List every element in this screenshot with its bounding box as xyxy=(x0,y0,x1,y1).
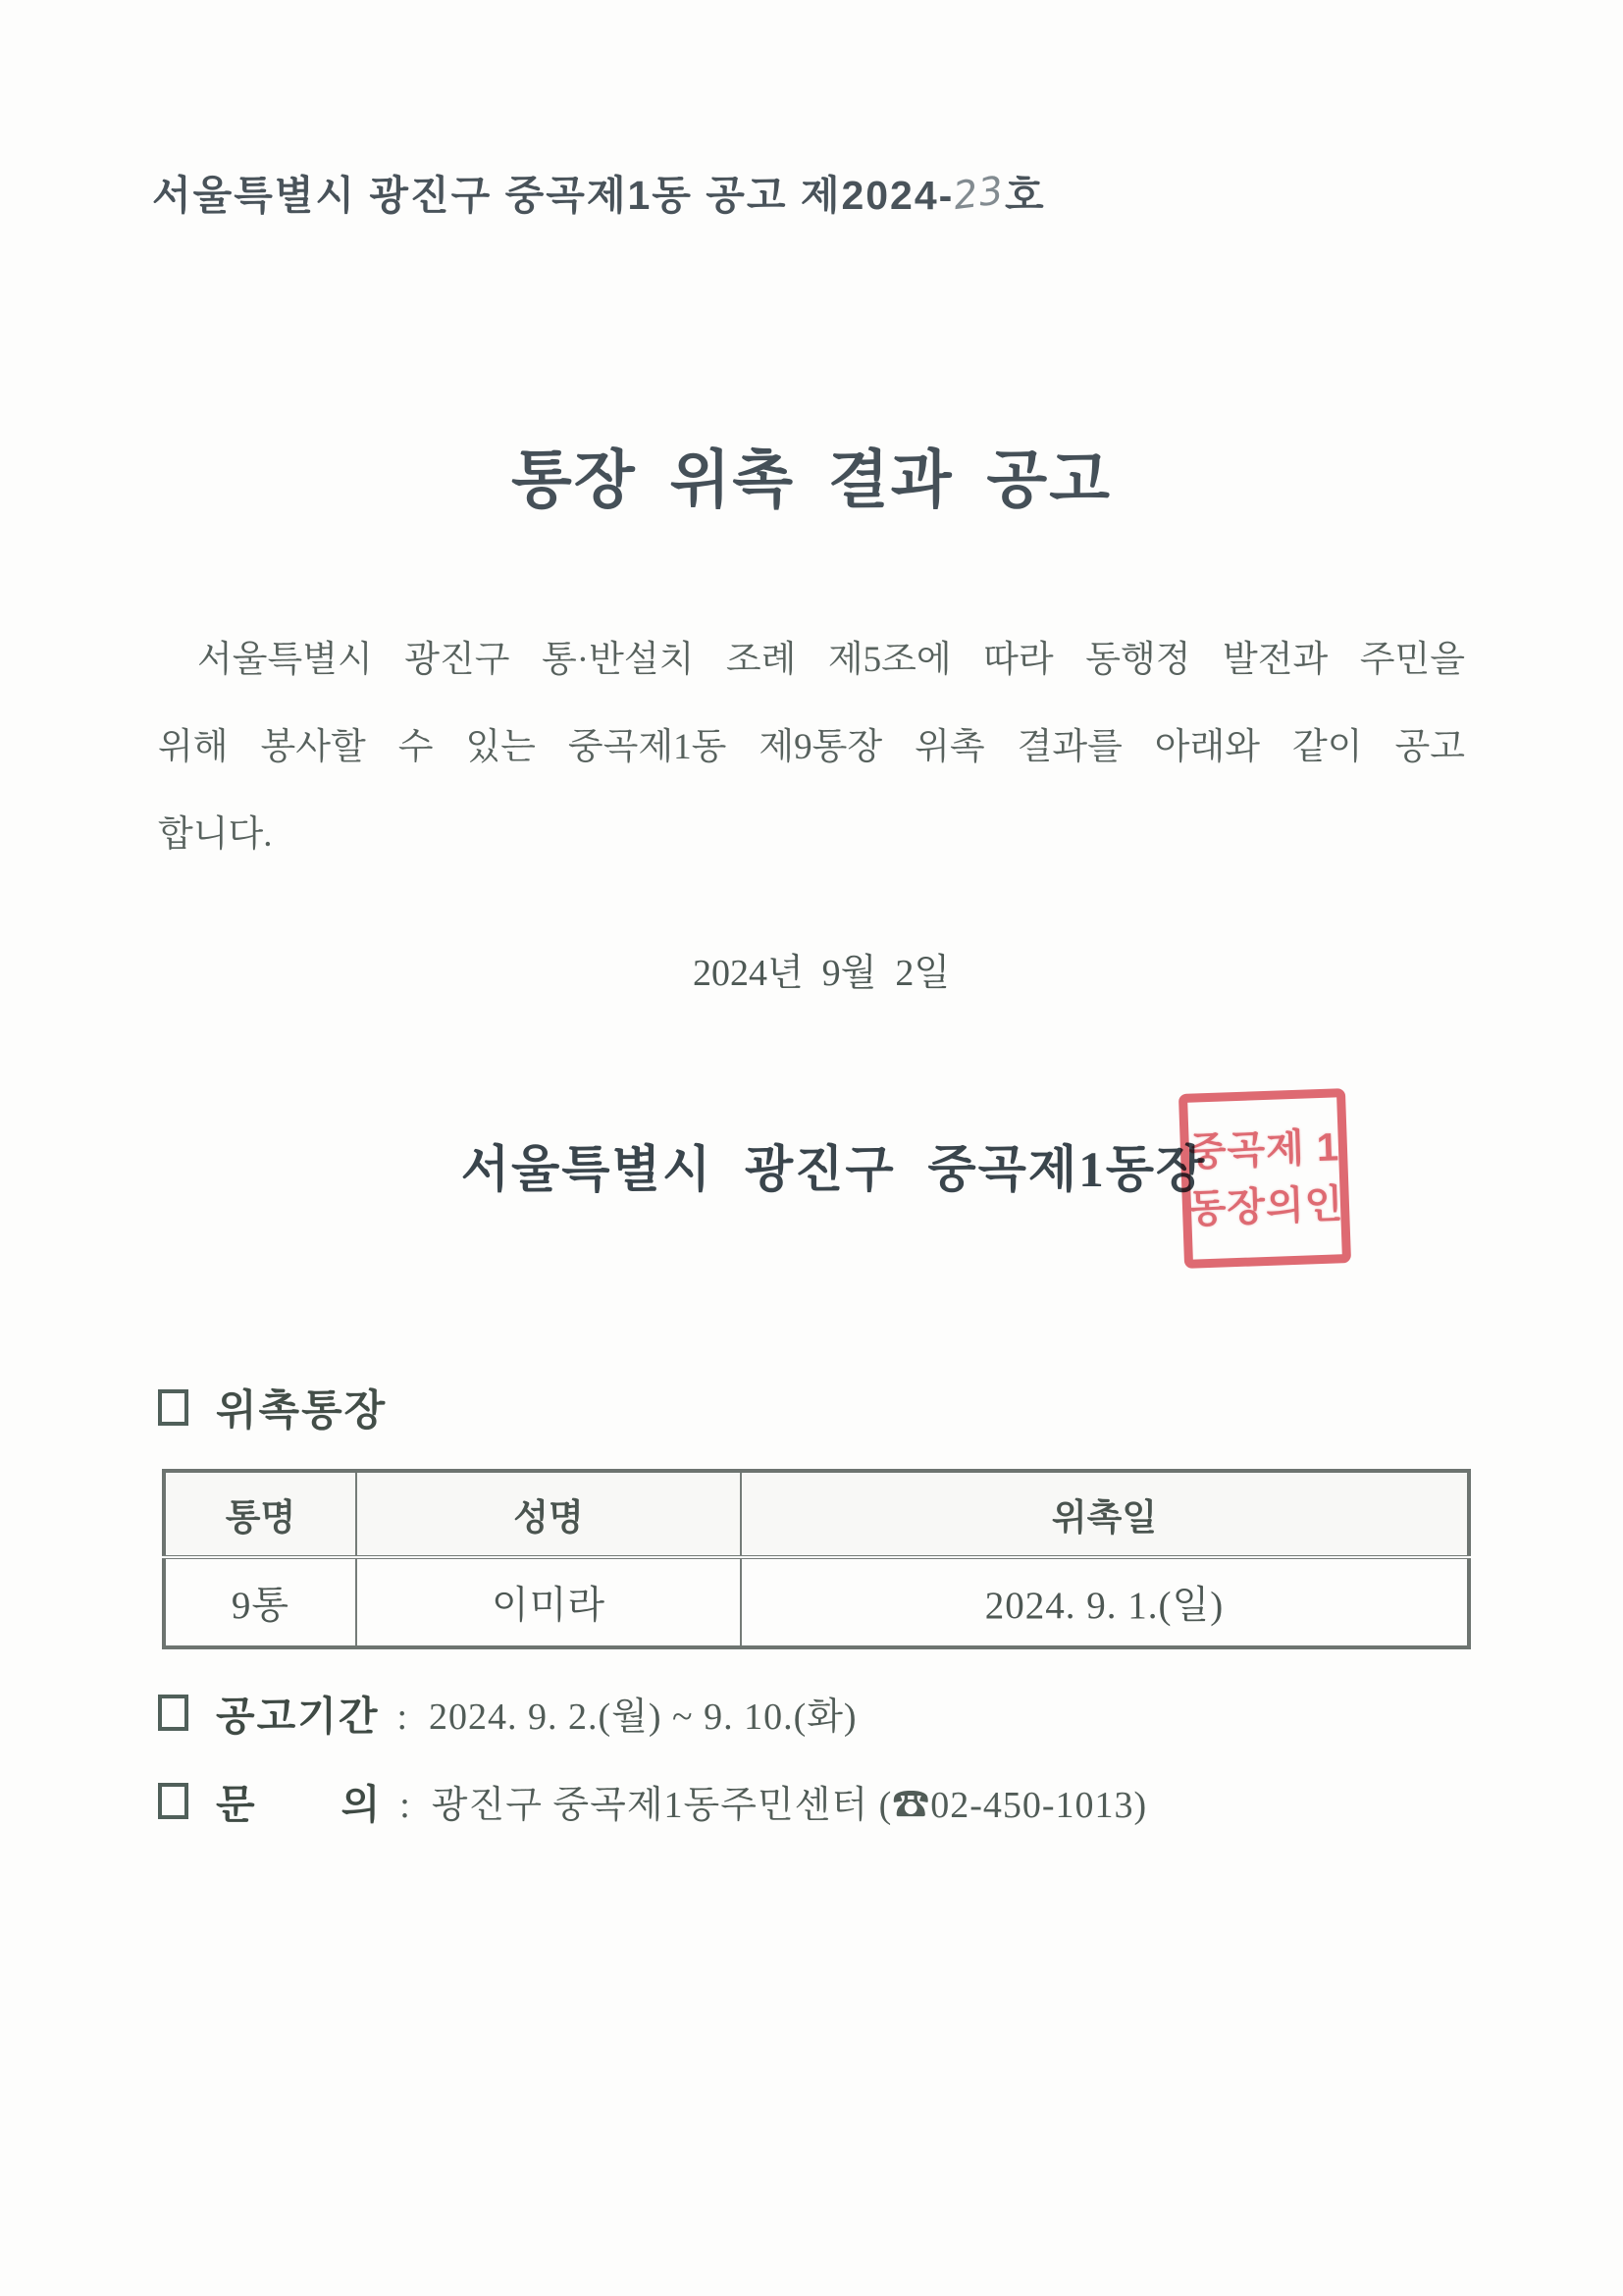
cell-name: 이미라 xyxy=(356,1557,741,1647)
col-header-tong: 통명 xyxy=(164,1471,356,1557)
notice-period-label: 공고기간 xyxy=(216,1694,380,1739)
body-line: 위해 봉사할 수 있는 중곡제1동 제9통장 위촉 결과를 아래와 같이 공고 xyxy=(158,727,1465,767)
contact-label: 문 의 xyxy=(216,1782,383,1827)
doc-number xyxy=(152,163,1046,221)
stamp-line2: 동장의인 xyxy=(1187,1182,1345,1231)
notice-period-line xyxy=(158,1684,858,1742)
official-seal-stamp xyxy=(1178,1088,1351,1269)
square-bullet-icon xyxy=(158,1389,188,1426)
notice-period-value: : 2024. 9. 2.(월) ~ 9. 10.(화) xyxy=(396,1696,858,1738)
col-header-name: 성명 xyxy=(356,1471,741,1557)
col-header-date: 위촉일 xyxy=(741,1471,1469,1557)
body-line: 서울특별시 광진구 통·반설치 조례 제5조에 따라 동행정 발전과 주민을 xyxy=(197,640,1465,680)
body-paragraph xyxy=(158,616,1465,878)
cell-date: 2024. 9. 1.(일) xyxy=(741,1557,1469,1647)
page-title: 통장 위촉 결과 공고 xyxy=(511,444,1112,515)
appointee-table xyxy=(162,1469,1471,1649)
table-row xyxy=(164,1557,1469,1647)
doc-number-handwritten: 23 xyxy=(951,169,1008,220)
signer-title: 서울특별시 광진구 중곡제1동장 xyxy=(460,1143,1207,1198)
appointee-section-heading xyxy=(158,1378,387,1437)
doc-number-suffix: 호 xyxy=(1004,173,1046,218)
contact-value: : 광진구 중곡제1동주민센터 (☎02-450-1013) xyxy=(399,1785,1148,1826)
stamp-line1: 중곡제 1 xyxy=(1187,1125,1340,1174)
square-bullet-icon xyxy=(158,1695,188,1731)
contact-line xyxy=(158,1772,1147,1830)
cell-tong: 9통 xyxy=(164,1557,356,1647)
square-bullet-icon xyxy=(158,1783,188,1819)
appointee-heading-label: 위촉통장 xyxy=(216,1388,388,1435)
body-line: 합니다. xyxy=(158,814,273,855)
doc-number-prefix: 서울특별시 광진구 중곡제1동 공고 제2024- xyxy=(152,173,955,218)
notice-date: 2024년 9월 2일 xyxy=(692,953,951,994)
table-header-row xyxy=(164,1471,1469,1557)
